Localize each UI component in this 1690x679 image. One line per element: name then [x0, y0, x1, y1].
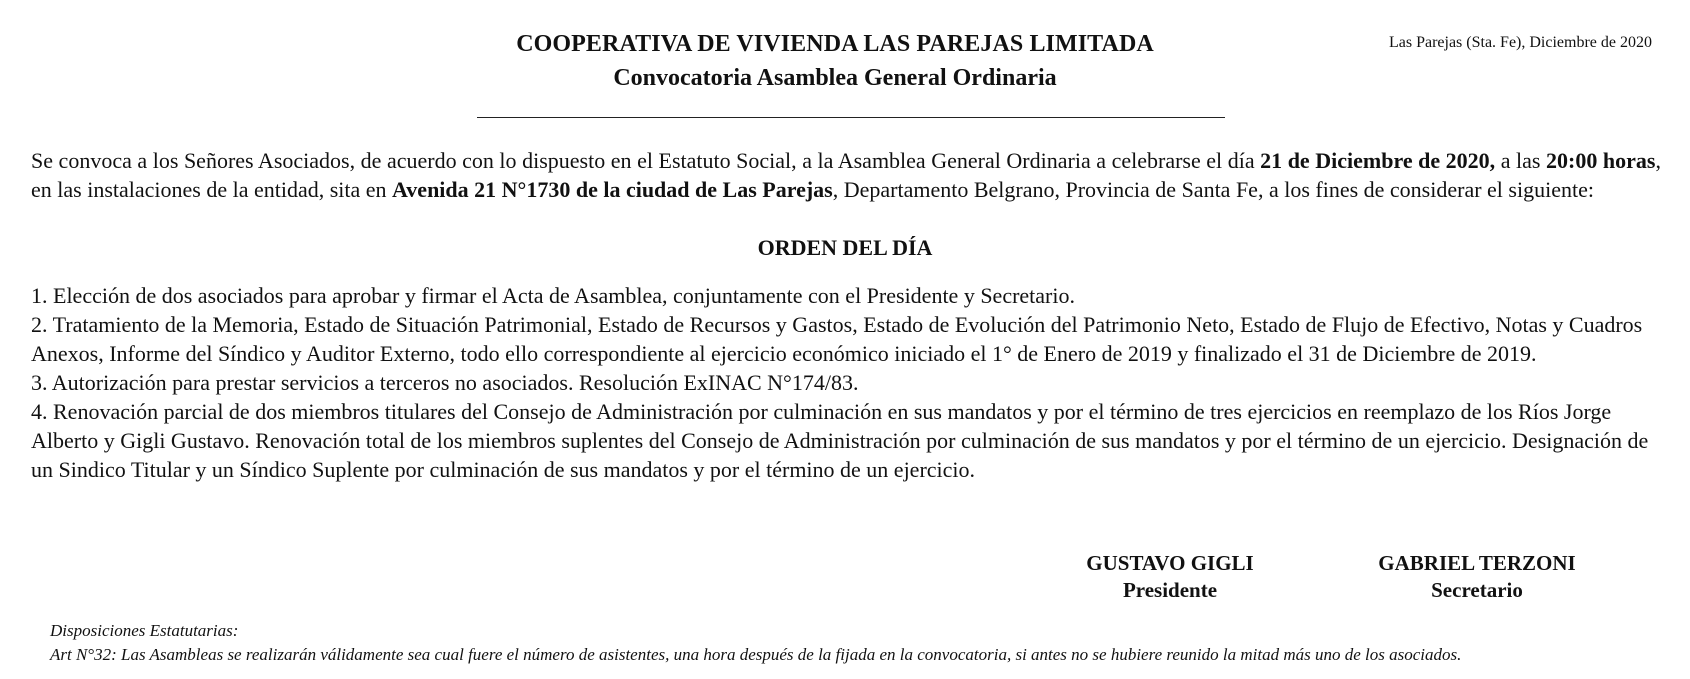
signature-role: Presidente: [1122, 578, 1218, 602]
agenda-item: 1. Elección de dos asociados para aprobar y firmar el Acta de Asamblea, conjuntamente con el Presidente y Secretario.: [31, 283, 1075, 308]
meeting-date: 21 de Diciembre de 2020,: [1260, 148, 1496, 173]
intro-paragraph: [31, 146, 1661, 204]
document-subtitle: Convocatoria Asamblea General Ordinaria: [613, 65, 1057, 91]
agenda-item: 4. Renovación parcial de dos miembros titulares del Consejo de Administración por culminación en sus mandatos y por el término de tres ejercicios en reemplazo de los Ríos Jorge Alberto y Gigli Gustavo. Renovación total de los miembros suplentes del Consejo de Administración por culminación de sus mandatos y por el término de un ejercicio. Designación de un Sindico Titular y un Síndico Suplente por culminación de sus mandatos y por el término de un ejercicio.: [31, 399, 1649, 482]
agenda-list: [31, 281, 1661, 484]
meeting-time: 20:00 horas: [1546, 148, 1656, 173]
agenda-title: ORDEN DEL DÍA: [757, 235, 933, 260]
intro-text-2: a las: [1495, 148, 1547, 173]
statutory-provisions: [50, 619, 1461, 667]
agenda-item: 3. Autorización para prestar servicios a terceros no asociados. Resolución ExINAC N°174/83.: [31, 370, 859, 395]
intro-text-4: , Departamento Belgrano, Provincia de Santa Fe, a los fines de considerar el siguiente:: [832, 177, 1594, 202]
signature-name: GABRIEL TERZONI: [1378, 551, 1576, 575]
organization-title: COOPERATIVA DE VIVIENDA LAS PAREJAS LIMITADA: [516, 31, 1154, 57]
provisions-text: Art N°32: Las Asambleas se realizarán válidamente sea cual fuere el número de asistentes, una hora después de la fijada en la convocatoria, si antes no se hubiere reunido la mitad más uno de los asociados.: [50, 645, 1462, 664]
intro-text-1: Se convoca a los Señores Asociados, de acuerdo con lo dispuesto en el Estatuto Social, a la Asamblea General Ordinaria a celebrarse el día: [31, 148, 1261, 173]
signature-secretary: [1362, 550, 1592, 604]
intro-text-3: , en las instalaciones de la entidad, sita en: [31, 148, 1661, 202]
provisions-heading: Disposiciones Estatutarias:: [50, 621, 239, 640]
meeting-address: Avenida 21 N°1730 de la ciudad de Las Parejas: [392, 177, 833, 202]
signature-role: Secretario: [1431, 578, 1523, 602]
header-divider: [477, 117, 1225, 118]
place-date: Las Parejas (Sta. Fe), Diciembre de 2020: [1388, 34, 1652, 51]
signature-name: GUSTAVO GIGLI: [1086, 551, 1254, 575]
signature-president: [1070, 550, 1270, 604]
agenda-item: 2. Tratamiento de la Memoria, Estado de Situación Patrimonial, Estado de Recursos y Gastos, Estado de Evolución del Patrimonio Neto, Estado de Flujo de Efectivo, Notas y Cuadros Anexos, Informe del Síndico y Auditor Externo, todo ello correspondiente al ejercicio económico iniciado el 1° de Enero de 2019 y finalizado el 31 de Diciembre de 2019.: [31, 312, 1643, 366]
